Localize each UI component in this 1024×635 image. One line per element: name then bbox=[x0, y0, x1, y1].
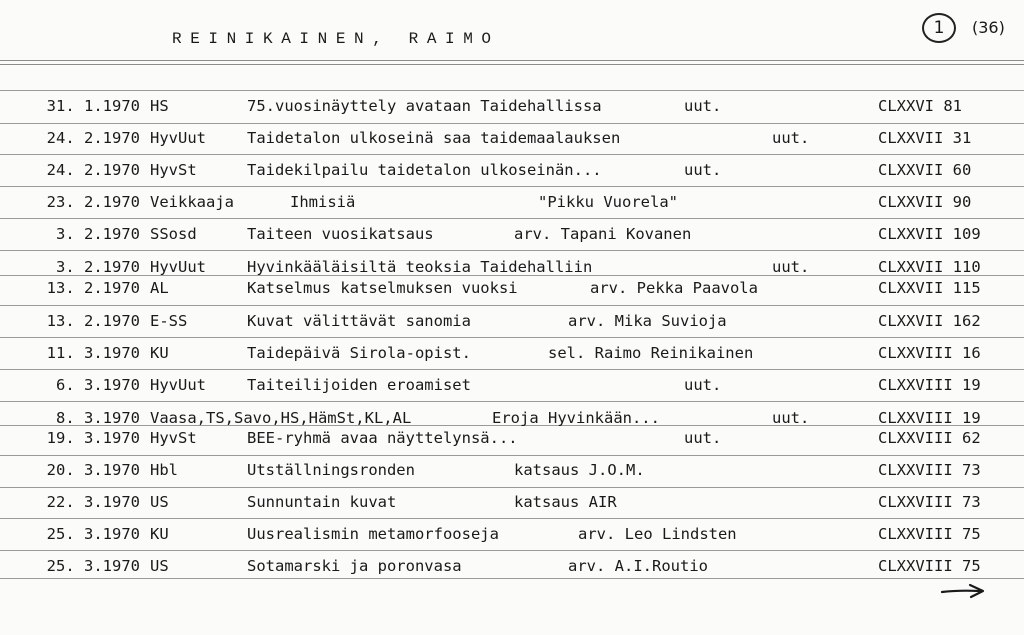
row-divider bbox=[0, 401, 1024, 402]
entry-title: Eroja Hyvinkään... bbox=[492, 409, 660, 427]
entry-title: Katselmus katselmuksen vuoksi bbox=[247, 279, 518, 297]
entry-note: uut. bbox=[684, 161, 722, 179]
entry-paper: US bbox=[150, 493, 169, 511]
entry-paper: SSosd bbox=[150, 225, 197, 243]
row-divider bbox=[0, 90, 1024, 91]
row-divider bbox=[0, 578, 1024, 579]
entry-extra: katsaus AIR bbox=[514, 493, 617, 511]
entry-date: 6. 3.1970 bbox=[56, 376, 140, 394]
row-divider bbox=[0, 518, 1024, 519]
entry-paper: Veikkaaja bbox=[150, 193, 234, 211]
entry-note: uut. bbox=[772, 409, 810, 427]
row-divider bbox=[0, 550, 1024, 551]
entry-title: Taidepäivä Sirola-opist. bbox=[247, 344, 471, 362]
entry-date: 11. 3.1970 bbox=[46, 344, 140, 362]
entry-date: 3. 2.1970 bbox=[56, 225, 140, 243]
entry-paper: E-SS bbox=[150, 312, 188, 330]
entry-reference: CLXXVIII 19 bbox=[878, 376, 981, 394]
entry-date: 13. 2.1970 bbox=[46, 279, 140, 297]
row-divider bbox=[0, 305, 1024, 306]
entry-extra: arv. A.I.Routio bbox=[568, 557, 708, 575]
entry-note: uut. bbox=[684, 97, 722, 115]
card-number-circle bbox=[922, 13, 956, 43]
entry-date: 22. 3.1970 bbox=[46, 493, 140, 511]
entry-extra: arv. Mika Suvioja bbox=[568, 312, 727, 330]
entry-reference: CLXXVII 90 bbox=[878, 193, 972, 211]
entry-reference: CLXXVIII 62 bbox=[878, 429, 981, 447]
entry-reference: CLXXVIII 19 bbox=[878, 409, 981, 427]
row-divider bbox=[0, 218, 1024, 219]
row-divider bbox=[0, 455, 1024, 456]
entry-paper: HyvUut bbox=[150, 376, 206, 394]
entry-title: Taidekilpailu taidetalon ulkoseinän... bbox=[247, 161, 602, 179]
row-divider bbox=[0, 154, 1024, 155]
header-rule bbox=[0, 60, 1024, 61]
entry-note: uut. bbox=[772, 129, 810, 147]
card-heading: REINIKAINEN, RAIMO bbox=[172, 30, 500, 48]
entry-title: Taidetalon ulkoseinä saa taidemaalauksen bbox=[247, 129, 621, 147]
entry-title: 75.vuosinäyttely avataan Taidehallissa bbox=[247, 97, 602, 115]
entry-title: Uusrealismin metamorfooseja bbox=[247, 525, 499, 543]
entry-reference: CLXXVII 115 bbox=[878, 279, 981, 297]
entry-paper: HyvSt bbox=[150, 429, 197, 447]
header-rule-secondary bbox=[0, 64, 1024, 65]
entry-reference: CLXXVIII 75 bbox=[878, 557, 981, 575]
entry-extra: arv. Leo Lindsten bbox=[578, 525, 737, 543]
entry-title: Sotamarski ja poronvasa bbox=[247, 557, 462, 575]
entry-extra: katsaus J.O.M. bbox=[514, 461, 645, 479]
entry-date: 13. 2.1970 bbox=[46, 312, 140, 330]
entry-title: Sunnuntain kuvat bbox=[247, 493, 397, 511]
arrow-right-icon bbox=[940, 582, 986, 600]
entry-title: Kuvat välittävät sanomia bbox=[247, 312, 471, 330]
entry-extra: arv. Tapani Kovanen bbox=[514, 225, 692, 243]
entry-note: uut. bbox=[684, 429, 722, 447]
entry-title: Hyvinkääläisiltä teoksia Taidehalliin bbox=[247, 258, 593, 276]
row-divider bbox=[0, 337, 1024, 338]
entry-date: 23. 2.1970 bbox=[46, 193, 140, 211]
entry-date: 19. 3.1970 bbox=[46, 429, 140, 447]
entry-reference: CLXXVII 109 bbox=[878, 225, 981, 243]
entry-reference: CLXXVIII 73 bbox=[878, 493, 981, 511]
entry-note: uut. bbox=[772, 258, 810, 276]
entry-paper: HyvUut bbox=[150, 258, 206, 276]
entry-extra: sel. Raimo Reinikainen bbox=[548, 344, 754, 362]
row-divider bbox=[0, 369, 1024, 370]
entry-title: Taiteen vuosikatsaus bbox=[247, 225, 434, 243]
card-count: (36) bbox=[972, 18, 1005, 37]
entry-reference: CLXXVII 60 bbox=[878, 161, 972, 179]
entry-reference: CLXXVII 110 bbox=[878, 258, 981, 276]
entry-title: Taiteilijoiden eroamiset bbox=[247, 376, 471, 394]
entry-date: 25. 3.1970 bbox=[46, 525, 140, 543]
entry-extra: arv. Pekka Paavola bbox=[590, 279, 758, 297]
entry-paper: AL bbox=[150, 279, 169, 297]
row-divider bbox=[0, 123, 1024, 124]
entry-paper: US bbox=[150, 557, 169, 575]
entry-reference: CLXXVII 162 bbox=[878, 312, 981, 330]
entry-title: Utställningsronden bbox=[247, 461, 415, 479]
entry-date: 24. 2.1970 bbox=[46, 129, 140, 147]
card-number: 1 bbox=[933, 18, 945, 38]
entry-date: 3. 2.1970 bbox=[56, 258, 140, 276]
entry-title: Ihmisiä bbox=[290, 193, 356, 211]
entry-date: 25. 3.1970 bbox=[46, 557, 140, 575]
entry-paper: Hbl bbox=[150, 461, 178, 479]
entry-paper: KU bbox=[150, 344, 169, 362]
entry-date: 20. 3.1970 bbox=[46, 461, 140, 479]
entry-paper: HyvSt bbox=[150, 161, 197, 179]
row-divider bbox=[0, 250, 1024, 251]
entry-paper: HS bbox=[150, 97, 169, 115]
row-divider bbox=[0, 186, 1024, 187]
entry-reference: CLXXVII 31 bbox=[878, 129, 972, 147]
entry-title: BEE-ryhmä avaa näyttelynsä... bbox=[247, 429, 518, 447]
entry-reference: CLXXVI 81 bbox=[878, 97, 962, 115]
entry-date: 8. 3.1970 bbox=[56, 409, 140, 427]
entry-reference: CLXXVIII 75 bbox=[878, 525, 981, 543]
entry-note: uut. bbox=[684, 376, 722, 394]
entry-paper: KU bbox=[150, 525, 169, 543]
entry-reference: CLXXVIII 73 bbox=[878, 461, 981, 479]
entry-paper: HyvUut bbox=[150, 129, 206, 147]
entry-reference: CLXXVIII 16 bbox=[878, 344, 981, 362]
entry-date: 24. 2.1970 bbox=[46, 161, 140, 179]
row-divider bbox=[0, 487, 1024, 488]
entry-date: 31. 1.1970 bbox=[46, 97, 140, 115]
entry-paper: Vaasa,TS,Savo,HS,HämSt,KL,AL bbox=[150, 409, 412, 427]
entry-extra: "Pikku Vuorela" bbox=[538, 193, 678, 211]
